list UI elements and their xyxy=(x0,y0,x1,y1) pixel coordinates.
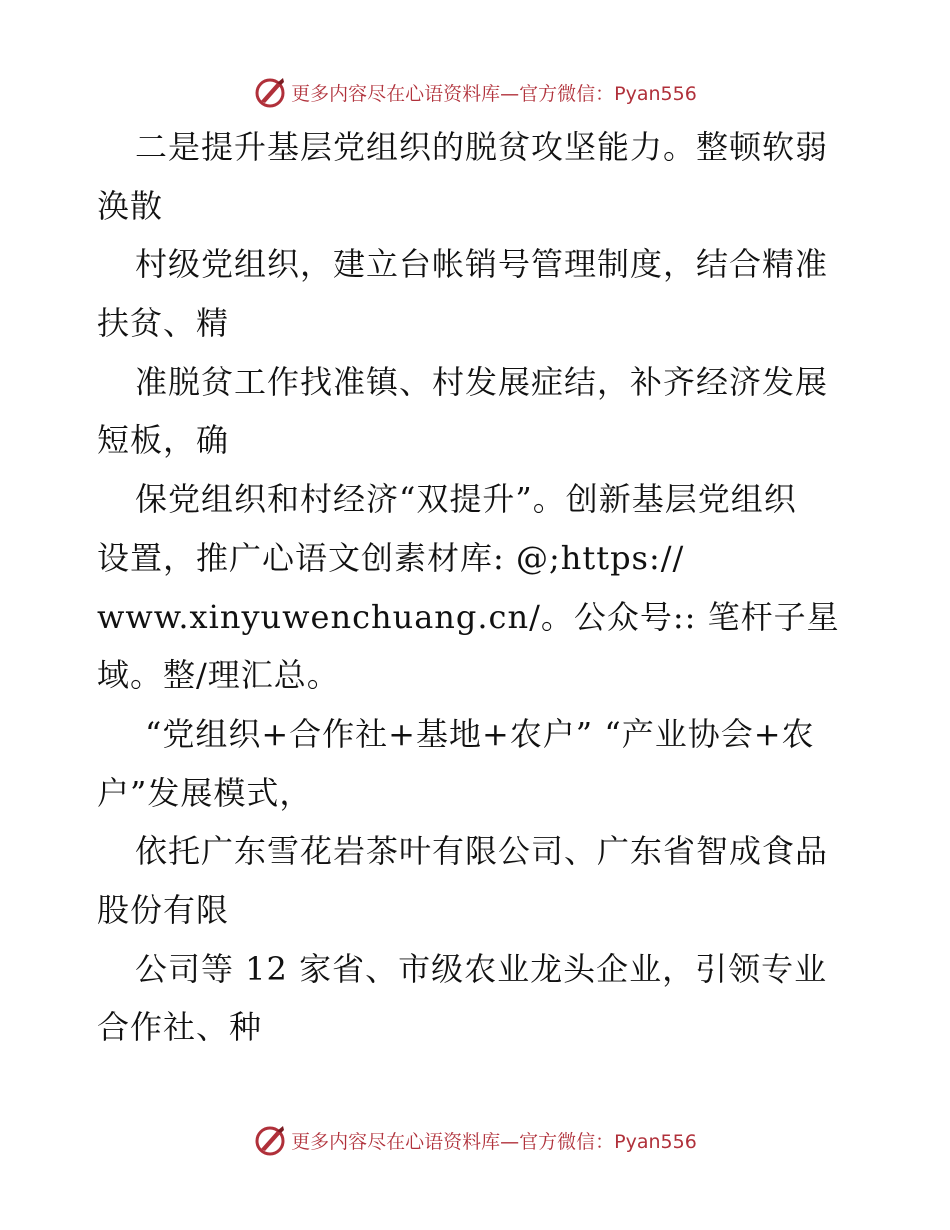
text-line: 合作社、种 xyxy=(97,1008,263,1047)
quill-pen-seal-icon xyxy=(253,1123,287,1157)
banner-wechat-text: 官方微信：Pyan556 xyxy=(519,82,697,105)
text-line: 准脱贫工作找准镇、村发展症结，补齐经济发展 xyxy=(135,362,829,401)
text-line: www.xinyuwenchuang.cn/。公众号:: 笔杆子星 xyxy=(97,597,840,636)
text-line: 域。整/理汇总。 xyxy=(97,656,340,695)
banner-wechat-text: 官方微信：Pyan556 xyxy=(519,1130,697,1153)
text-line: 村级党组织，建立台帐销号管理制度，结合精准 xyxy=(135,245,829,284)
text-line: 扶贫、精 xyxy=(97,304,230,343)
text-line: 户”发展模式， xyxy=(97,773,313,812)
text-line: 二是提升基层党组织的脱贫攻坚能力。整顿软弱 xyxy=(135,128,829,166)
text-line: 设置，推广心语文创素材库: @;https:// xyxy=(97,538,685,577)
text-line: 涣散 xyxy=(97,186,164,225)
quill-pen-seal-icon xyxy=(253,75,287,109)
banner-main-text: 更多内容尽在心语资料库— xyxy=(291,1130,520,1153)
document-body xyxy=(97,118,857,1057)
text-line: 公司等 12 家省、市级农业龙头企业，引领专业 xyxy=(135,949,828,988)
footer-banner xyxy=(0,1120,950,1160)
banner-main-text: 更多内容尽在心语资料库— xyxy=(291,82,520,105)
text-line: 短板，确 xyxy=(97,421,230,460)
text-line: 保党组织和村经济“双提升”。创新基层党组织 xyxy=(135,480,797,519)
text-line: 股份有限 xyxy=(97,890,230,929)
text-line: “党组织+合作社+基地+农户” “产业协会+农 xyxy=(145,714,815,753)
text-line: 依托广东雪花岩茶叶有限公司、广东省智成食品 xyxy=(135,832,829,871)
header-banner xyxy=(0,72,950,112)
